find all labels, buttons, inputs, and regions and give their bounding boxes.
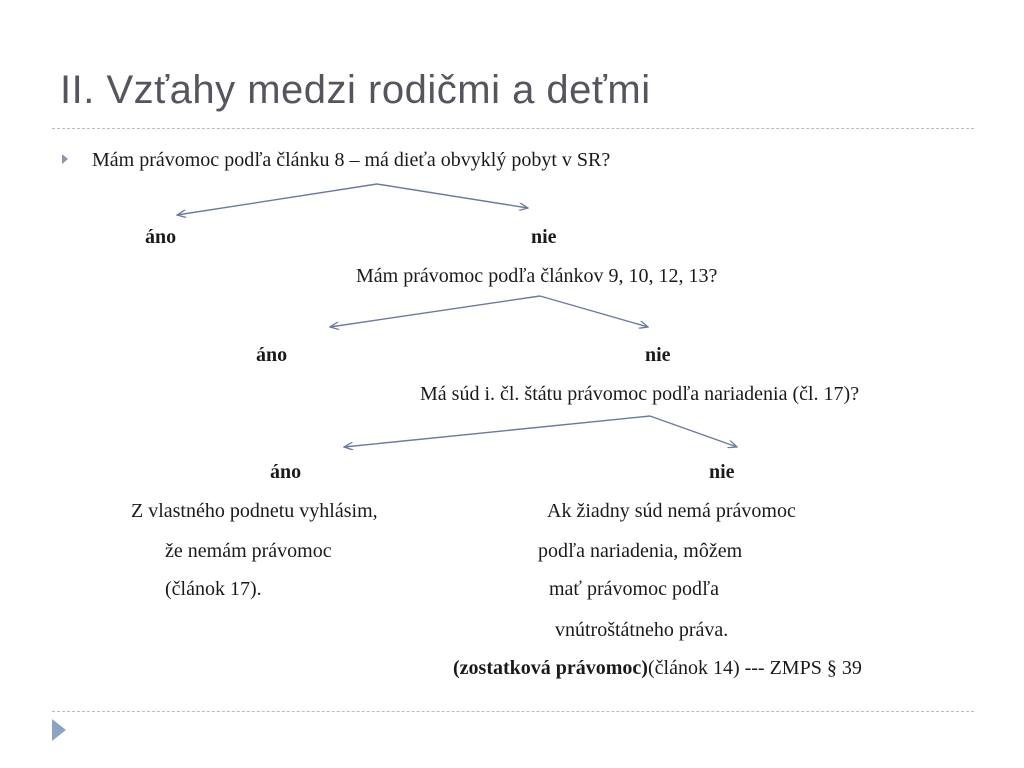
right-outcome-line-3: mať právomoc podľa	[549, 578, 719, 600]
arrow-to-no-3	[650, 416, 737, 447]
arrow-to-no-2	[540, 296, 648, 327]
question-2: Mám právomoc podľa článkov 9, 10, 12, 13?	[356, 265, 718, 287]
arrow-to-yes-3	[344, 416, 650, 447]
arrow-to-yes-1	[177, 184, 377, 215]
left-outcome-line-3: (článok 17).	[165, 578, 262, 600]
answer-yes-1: áno	[145, 226, 177, 248]
conclusion-bold: (zostatková právomoc)	[453, 657, 648, 679]
answer-yes-3: áno	[270, 461, 302, 483]
answer-no-2: nie	[645, 344, 671, 366]
arrow-to-yes-2	[330, 296, 540, 327]
page-title: II. Vzťahy medzi rodičmi a deťmi	[60, 68, 651, 112]
question-3: Má súd i. čl. štátu právomoc podľa nariadenia (čl. 17)?	[420, 383, 860, 405]
footer-triangle-icon	[52, 719, 66, 741]
left-outcome-line-1: Z vlastného podnetu vyhlásim,	[131, 500, 378, 522]
right-outcome-line-2: podľa nariadenia, môžem	[538, 540, 743, 562]
answer-no-1: nie	[531, 226, 557, 248]
footer-divider	[52, 711, 974, 712]
left-outcome-line-2: že nemám právomoc	[165, 540, 332, 562]
right-outcome-line-4: vnútroštátneho práva.	[555, 619, 729, 641]
right-outcome-line-1: Ak žiadny súd nemá právomoc	[547, 500, 796, 522]
answer-yes-2: áno	[256, 344, 288, 366]
conclusion-rest: (článok 14) --- ZMPS § 39	[647, 657, 862, 679]
arrow-to-no-1	[377, 184, 528, 208]
answer-no-3: nie	[709, 461, 735, 483]
question-1: Mám právomoc podľa článku 8 – má dieťa obvyklý pobyt v SR?	[92, 149, 611, 171]
